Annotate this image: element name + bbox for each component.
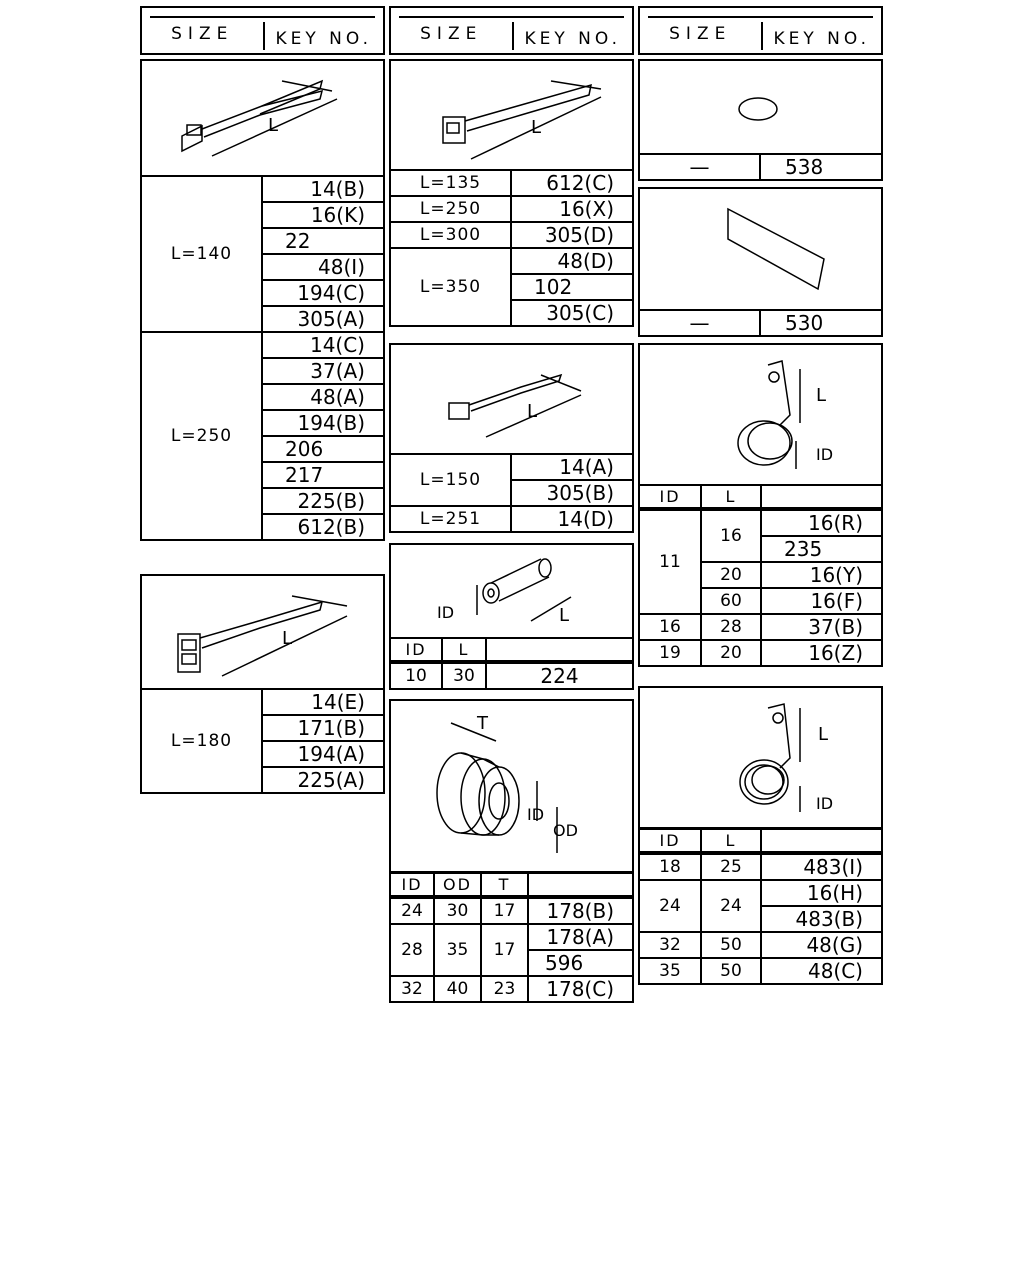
table-row [639, 154, 882, 180]
id-cell: 24 [390, 897, 434, 924]
l-cell: 50 [701, 958, 761, 984]
clamp-a-label-l: L [816, 385, 827, 406]
col-id-header: ID [390, 873, 434, 897]
key-cell: 596 [528, 950, 633, 976]
id-cell: 10 [390, 662, 442, 689]
size-cell: L=180 [141, 689, 262, 793]
tie-b-illustration [140, 574, 385, 690]
plug-icon [640, 61, 881, 153]
grommet-illustration [389, 699, 634, 873]
table-row [639, 853, 882, 880]
od-cell: 40 [434, 976, 481, 1002]
header-col2 [389, 6, 634, 55]
key-cell: 612(B) [262, 514, 384, 540]
table-row [639, 640, 882, 666]
plug-table [638, 153, 883, 181]
table-row [639, 485, 882, 509]
id-cell: 32 [390, 976, 434, 1002]
key-cell: 14(B) [262, 176, 384, 202]
key-cell: 48(D) [511, 248, 633, 274]
tape-illustration [638, 187, 883, 311]
table-row [390, 222, 633, 248]
header-size: SIZE [171, 23, 234, 44]
key-cell: 16(K) [262, 202, 384, 228]
key-cell: 16(Y) [761, 562, 882, 588]
table-row [141, 176, 384, 202]
key-cell: 16(R) [761, 509, 882, 536]
tie-a-table [140, 175, 385, 541]
sleeve-icon [391, 545, 632, 637]
size-cell: L=150 [390, 454, 511, 506]
key-cell: 235 [761, 536, 882, 562]
table-row [141, 332, 384, 358]
key-cell: 48(I) [262, 254, 384, 280]
id-cell: 35 [639, 958, 701, 984]
tie-a-illustration [140, 59, 385, 177]
key-cell: 48(G) [761, 932, 882, 958]
key-cell: 14(D) [511, 506, 633, 532]
table-row [390, 506, 633, 532]
l-cell: 25 [701, 853, 761, 880]
table-row [141, 689, 384, 715]
key-cell: 16(H) [761, 880, 882, 906]
size-cell: — [639, 310, 760, 336]
id-cell: 16 [639, 614, 701, 640]
col-key-header [528, 873, 633, 897]
od-cell: 30 [434, 897, 481, 924]
id-cell: 32 [639, 932, 701, 958]
grommet-label-id: ID [527, 805, 545, 824]
grommet-table [389, 872, 634, 1003]
key-cell: 178(B) [528, 897, 633, 924]
id-cell: 18 [639, 853, 701, 880]
tie-c-table [389, 169, 634, 327]
key-cell: 48(A) [262, 384, 384, 410]
t-cell: 17 [481, 897, 528, 924]
col-id-header: ID [639, 829, 701, 853]
grommet-label-t: T [477, 713, 488, 734]
table-row [390, 897, 633, 924]
id-cell: 24 [639, 880, 701, 932]
header-key-no: KEY NO. [263, 22, 384, 50]
table-row [390, 638, 633, 662]
tie-a-label-l: L [268, 115, 279, 136]
table-row [390, 873, 633, 897]
l-cell: 60 [701, 588, 761, 614]
key-cell: 194(C) [262, 280, 384, 306]
header-size: SIZE [669, 23, 732, 44]
table-row [390, 170, 633, 196]
key-cell: 217 [262, 462, 384, 488]
l-cell: 28 [701, 614, 761, 640]
key-cell: 102 [511, 274, 633, 300]
size-cell: L=250 [390, 196, 511, 222]
cable-tie-icon [391, 345, 632, 453]
l-cell: 16 [701, 509, 761, 562]
col-key-header [486, 638, 633, 662]
table-row [390, 454, 633, 480]
col-l-header: L [701, 829, 761, 853]
key-cell: 14(C) [262, 332, 384, 358]
id-cell: 11 [639, 509, 701, 614]
key-cell: 37(A) [262, 358, 384, 384]
sleeve-label-id: ID [437, 603, 455, 622]
table-row [390, 662, 633, 689]
key-cell: 178(C) [528, 976, 633, 1002]
size-cell: L=350 [390, 248, 511, 326]
size-cell: L=300 [390, 222, 511, 248]
key-cell: 37(B) [761, 614, 882, 640]
tie-c-label-l: L [531, 117, 542, 138]
col-l-header: L [701, 485, 761, 509]
table-row [390, 924, 633, 950]
l-cell: 20 [701, 640, 761, 666]
tie-d-label-l: L [527, 401, 538, 422]
tie-d-table [389, 453, 634, 533]
col-id-header: ID [639, 485, 701, 509]
t-cell: 23 [481, 976, 528, 1002]
col-id-header: ID [390, 638, 442, 662]
clamp-a-illustration [638, 343, 883, 486]
sleeve-table [389, 637, 634, 690]
tie-d-illustration [389, 343, 634, 455]
key-cell: 22 [262, 228, 384, 254]
header-key-no: KEY NO. [512, 22, 633, 50]
tie-b-table [140, 688, 385, 794]
od-cell: 35 [434, 924, 481, 976]
clamp-icon [640, 688, 881, 827]
table-row [639, 829, 882, 853]
tie-c-illustration [389, 59, 634, 171]
col-od-header: OD [434, 873, 481, 897]
size-cell: — [639, 154, 760, 180]
col-t-header: T [481, 873, 528, 897]
key-cell: 194(B) [262, 410, 384, 436]
id-cell: 28 [390, 924, 434, 976]
id-cell: 19 [639, 640, 701, 666]
key-cell: 530 [760, 310, 882, 336]
header-col1 [140, 6, 385, 55]
key-cell: 224 [486, 662, 633, 689]
key-cell: 305(A) [262, 306, 384, 332]
clamp-b-label-id: ID [816, 794, 834, 813]
tape-table [638, 309, 883, 337]
size-cell: L=250 [141, 332, 262, 540]
key-cell: 225(B) [262, 488, 384, 514]
grommet-label-od: OD [553, 821, 578, 840]
size-cell: L=135 [390, 170, 511, 196]
key-cell: 225(A) [262, 767, 384, 793]
key-cell: 483(B) [761, 906, 882, 932]
header-key-no: KEY NO. [761, 22, 882, 50]
l-cell: 20 [701, 562, 761, 588]
key-cell: 171(B) [262, 715, 384, 741]
table-row [639, 880, 882, 906]
key-cell: 206 [262, 436, 384, 462]
key-cell: 305(C) [511, 300, 633, 326]
header-col3 [638, 6, 883, 55]
cable-tie-icon [142, 61, 383, 175]
tie-b-label-l: L [282, 628, 293, 649]
table-row [390, 976, 633, 1002]
size-cell: L=140 [141, 176, 262, 332]
col-l-header: L [442, 638, 486, 662]
key-cell: 305(D) [511, 222, 633, 248]
key-cell: 194(A) [262, 741, 384, 767]
table-row [639, 958, 882, 984]
key-cell: 612(C) [511, 170, 633, 196]
cable-tie-icon [391, 61, 632, 169]
key-cell: 178(A) [528, 924, 633, 950]
l-cell: 50 [701, 932, 761, 958]
tape-icon [640, 189, 881, 309]
clamp-b-label-l: L [818, 724, 829, 745]
table-row [390, 248, 633, 274]
table-row [639, 509, 882, 536]
l-cell: 24 [701, 880, 761, 932]
key-cell: 305(B) [511, 480, 633, 506]
col-key-header [761, 829, 882, 853]
sleeve-label-l: L [559, 605, 570, 626]
clamp-b-illustration [638, 686, 883, 829]
table-row [390, 196, 633, 222]
sleeve-illustration [389, 543, 634, 639]
key-cell: 483(I) [761, 853, 882, 880]
header-size: SIZE [420, 23, 483, 44]
size-cell: L=251 [390, 506, 511, 532]
table-row [639, 614, 882, 640]
l-cell: 30 [442, 662, 486, 689]
key-cell: 14(A) [511, 454, 633, 480]
clamp-b-table [638, 828, 883, 985]
key-cell: 16(F) [761, 588, 882, 614]
key-cell: 538 [760, 154, 882, 180]
col-key-header [761, 485, 882, 509]
key-cell: 16(X) [511, 196, 633, 222]
key-cell: 14(E) [262, 689, 384, 715]
clamp-a-table [638, 484, 883, 667]
clamp-a-label-id: ID [816, 445, 834, 464]
cable-tie-icon [142, 576, 383, 688]
table-row [639, 932, 882, 958]
key-cell: 48(C) [761, 958, 882, 984]
key-cell: 16(Z) [761, 640, 882, 666]
table-row [639, 310, 882, 336]
t-cell: 17 [481, 924, 528, 976]
clamp-icon [640, 345, 881, 484]
grommet-icon [391, 701, 632, 871]
plug-illustration [638, 59, 883, 155]
